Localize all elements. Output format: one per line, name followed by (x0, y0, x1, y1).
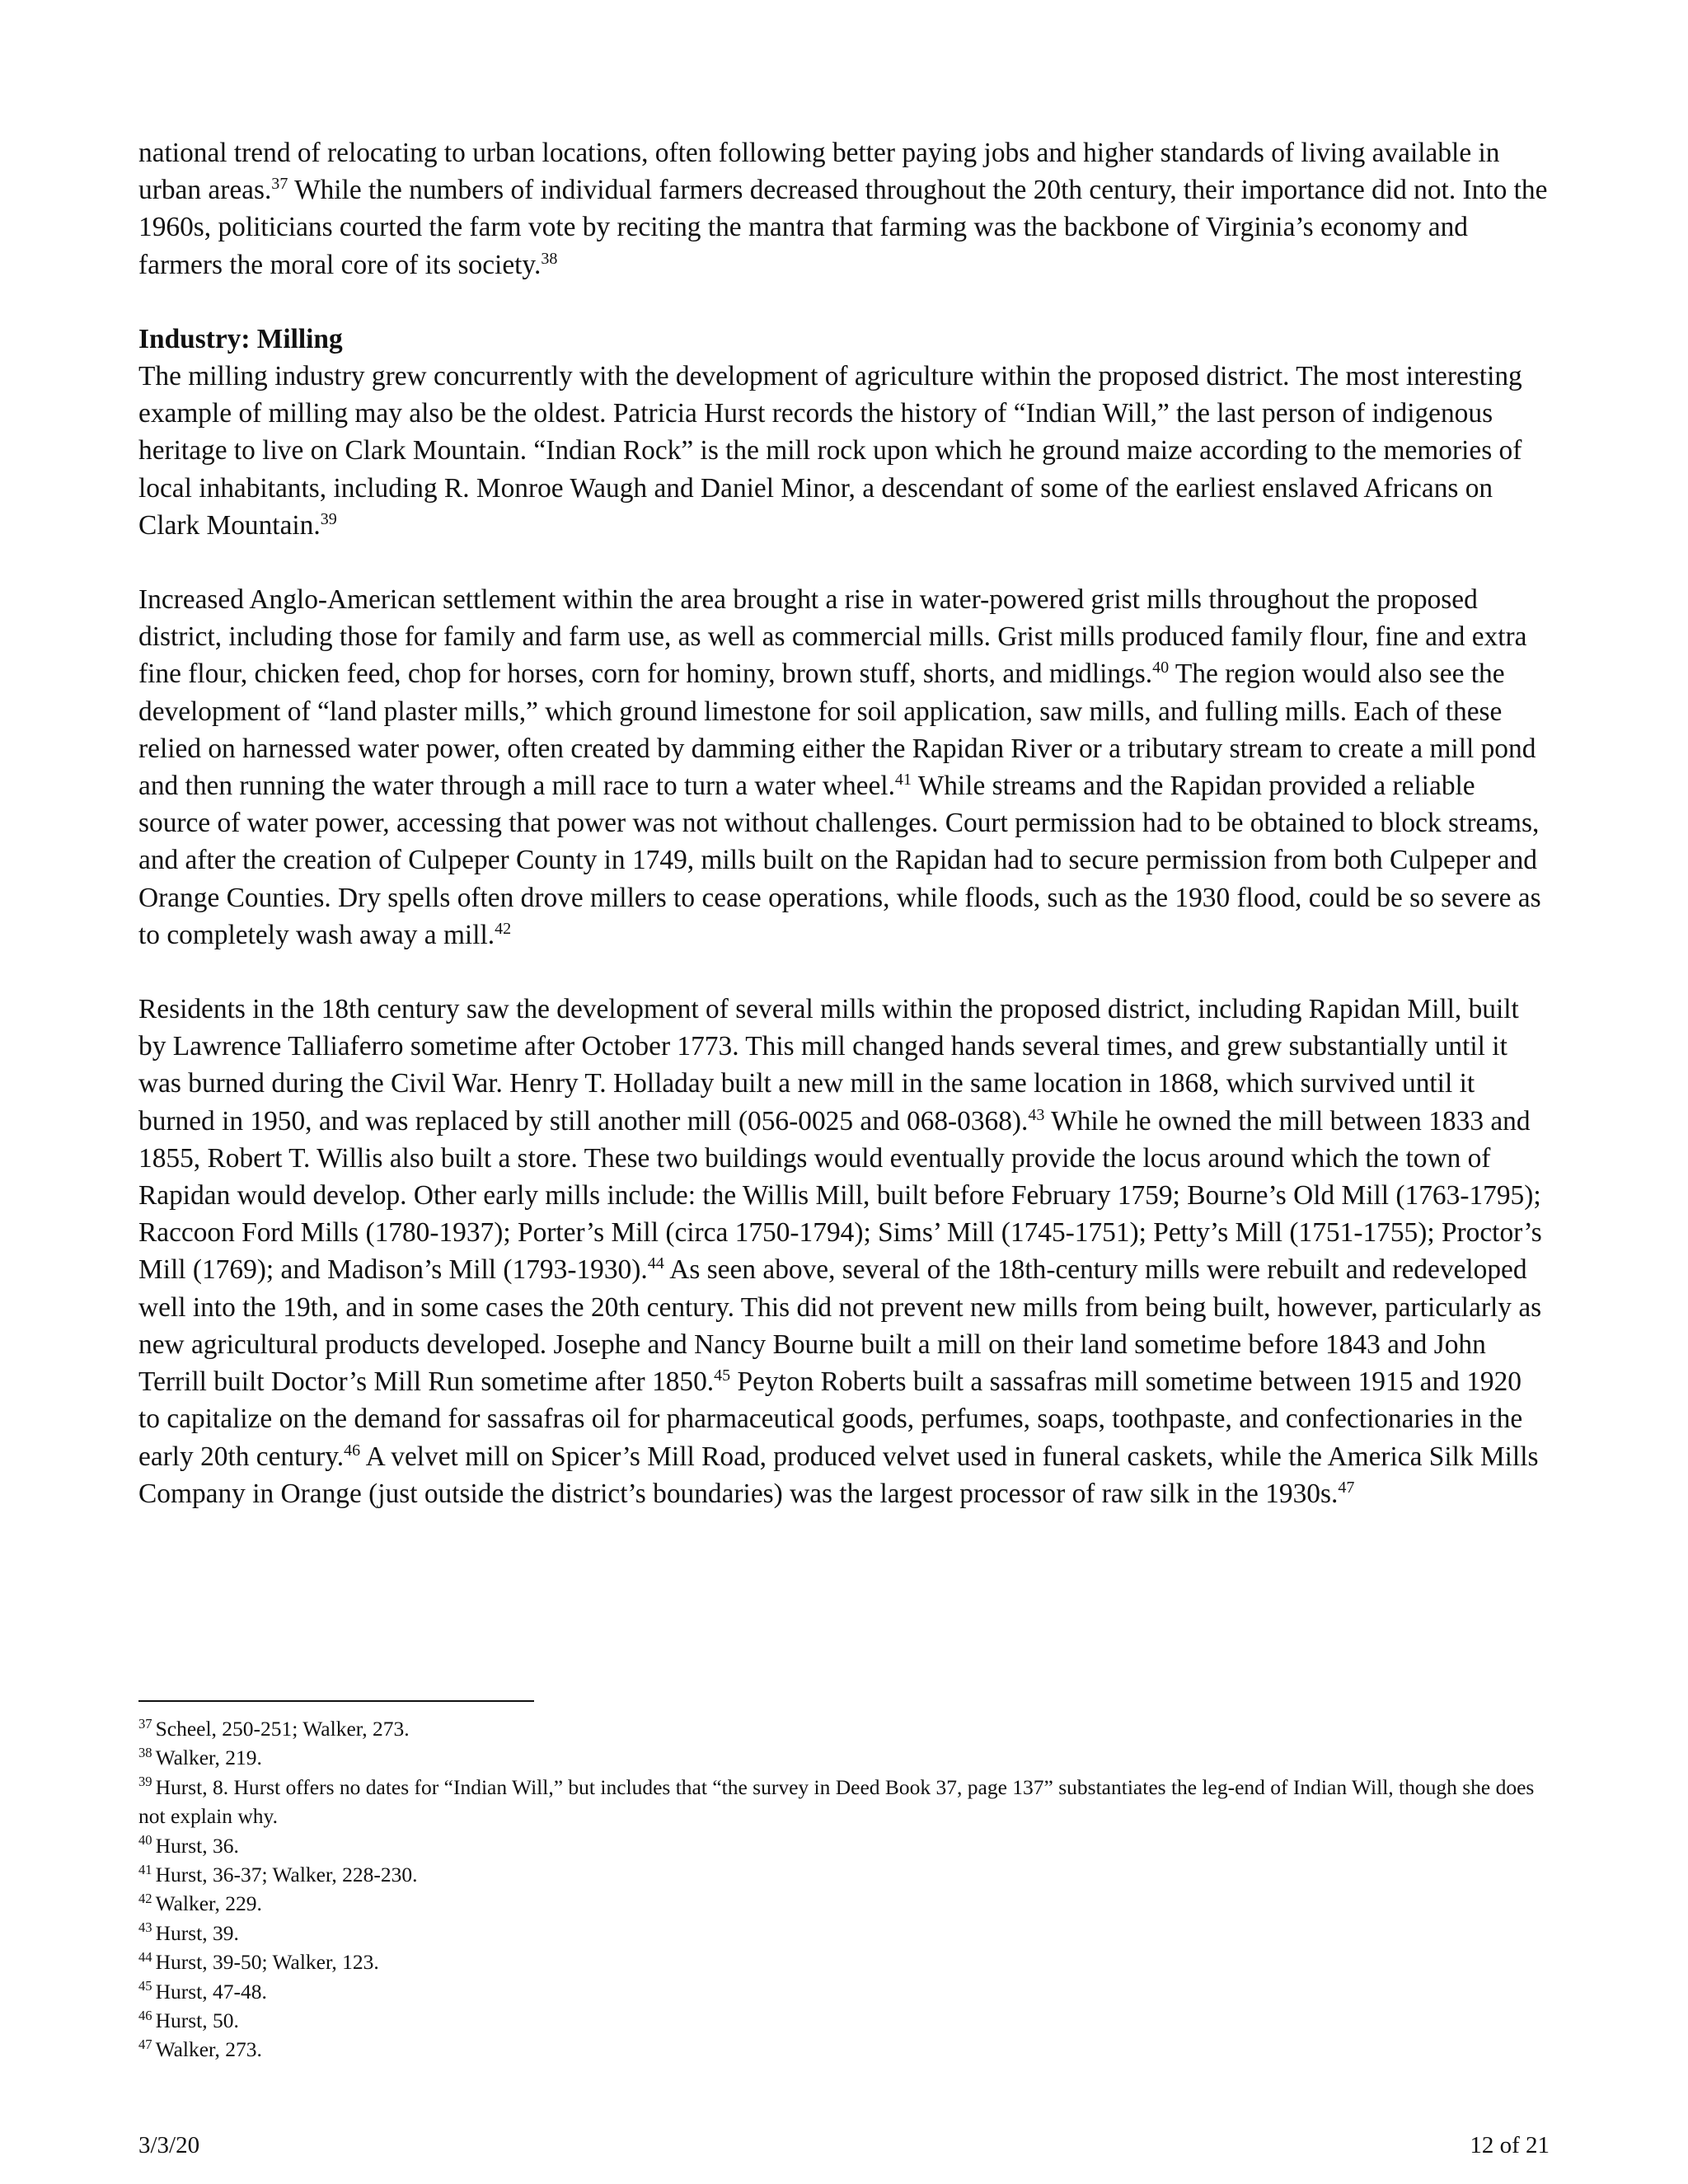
footnote-text: Hurst, 50. (155, 2008, 239, 2033)
text-run: national trend of relocating to urban locations, often following better paying jobs and higher standards of living available in urban areas. (138, 138, 1500, 206)
footnote-text: Walker, 273. (155, 2037, 262, 2062)
text-run: While he owned the mill between 1833 and 1855, Robert T. Willis also built a store. These two buildings would eventually provide the locus around which the town of Rapidan would develop. Other early mills include: the Willis Mill, built before February 1759; Bourne’s Old Mill (1763-1795); Raccoon Ford Mills (1780-1937); Porter’s Mill (circa 1750-1794); Sims’ Mill (1745-1751); Petty’s Mill (1751-1755); Proctor’s Mill (1769); and Madison’s Mill (1793-1930). (138, 1105, 1542, 1286)
footnote-number: 44 (138, 1948, 152, 1965)
footnote-text: Walker, 229. (155, 1891, 262, 1916)
footnote-ref[interactable]: 42 (495, 919, 512, 938)
footnote-number: 39 (138, 1774, 152, 1790)
footnote-ref[interactable]: 46 (344, 1441, 361, 1460)
footer-date: 3/3/20 (138, 2132, 200, 2158)
footnote-item (138, 1743, 1550, 1772)
footnote-ref[interactable]: 38 (541, 249, 558, 268)
footnote-item (138, 2035, 1550, 2064)
footnote-number: 40 (138, 1832, 152, 1849)
footnote-text: Hurst, 47-48. (155, 1979, 267, 2004)
text-run: The region would also see the development of “land plaster mills,” which ground limestone for soil application, saw mills, and fulling mills. Each of these relied on harnessed water power, often created by damming either the Rapidan River or a tributary stream to create a mill pond and then running the water through a mill race to turn a water wheel. (138, 658, 1536, 802)
footnote-ref[interactable]: 45 (714, 1366, 731, 1385)
page-number: 12 of 21 (1470, 2132, 1550, 2158)
footnote-text: Walker, 219. (155, 1746, 262, 1770)
text-run: The milling industry grew concurrently with the development of agriculture within the proposed district. The most interesting example of milling may also be the oldest. Patricia Hurst records the history of “Indian Will,” the last person of indigenous heritage to live on Clark Mountain. “Indian Rock” is the mill rock upon which he ground maize according to the memories of local inhabitants, including R. Monroe Waugh and Daniel Minor, a descendant of some of the earliest enslaved Africans on Clark Mountain. (138, 361, 1522, 541)
footnote-item (138, 1919, 1550, 1947)
text-run: While the numbers of individual farmers decreased throughout the 20th century, their importance did not. Into the 1960s, politicians courted the farm vote by reciting the mantra that farming was the backbone of Virginia’s economy and farmers the moral core of its society. (138, 175, 1548, 280)
text-run: Peyton Roberts built a sassafras mill sometime between 1915 and 1920 to capitalize on the demand for sassafras oil for pharmaceutical goods, perfumes, soaps, toothpaste, and confectionaries in the early 20th century. (138, 1366, 1523, 1472)
footnote-item (138, 1831, 1550, 1860)
footnote-item (138, 1860, 1550, 1889)
footnote-text: Scheel, 250-251; Walker, 273. (155, 1717, 410, 1741)
paragraph-18th-century-mills (138, 991, 1550, 1512)
footnote-number: 47 (138, 2036, 152, 2052)
footnote-ref[interactable]: 37 (271, 175, 288, 194)
footnote-number: 45 (138, 1978, 152, 1994)
text-run: While streams and the Rapidan provided a reliable source of water power, accessing that power was not without challenges. Court permission had to be obtained to block streams, and after the creation of Culpeper County in 1749, mills built on the Rapidan had to secure permission from both Culpeper and Orange Counties. Dry spells often drove millers to cease operations, while floods, such as the 1930 flood, could be so severe as to completely wash away a mill. (138, 771, 1541, 950)
text-run: A velvet mill on Spicer’s Mill Road, produced velvet used in funeral caskets, while the America Silk Mills Company in Orange (just outside the district’s boundaries) was the largest processor of raw silk in the 1930s. (138, 1441, 1539, 1509)
footnote-number: 41 (138, 1861, 152, 1877)
section-heading: Industry: Milling (138, 323, 343, 354)
paragraph-milling-intro (138, 358, 1550, 544)
footnote-ref[interactable]: 47 (1338, 1478, 1355, 1497)
paragraph-farming-trend (138, 134, 1550, 284)
text-run: As seen above, several of the 18th-century mills were rebuilt and redeveloped well into the 19th, and in some cases the 20th century. This did not prevent new mills from being built, however, particularly as new agricultural products developed. Josephe and Nancy Bourne built a mill on their land sometime before 1843 and John Terrill built Doctor’s Mill Run sometime after 1850. (138, 1254, 1542, 1398)
body-content (138, 134, 1550, 1549)
footnote-number: 46 (138, 2007, 152, 2023)
footnote-item (138, 1773, 1550, 1831)
footnote-number: 38 (138, 1744, 152, 1760)
footnotes (138, 1714, 1550, 2064)
footnote-text: Hurst, 39. (155, 1920, 239, 1945)
footnote-number: 37 (138, 1715, 152, 1732)
text-run: Increased Anglo-American settlement within the area brought a rise in water-powered grist mills throughout the proposed district, including those for family and farm use, as well as commercial mills. Grist mills produced family flour, fine and extra fine flour, chicken feed, chop for horses, corn for hominy, brown stuff, shorts, and midlings. (138, 584, 1527, 690)
footnote-number: 43 (138, 1919, 152, 1936)
footnote-item (138, 1889, 1550, 1918)
text-run: Residents in the 18th century saw the development of several mills within the proposed district, including Rapidan Mill, built by Lawrence Talliaferro sometime after October 1773. This mill changed hands several times, and grew substantially until it was burned during the Civil War. Henry T. Holladay built a new mill in the same location in 1868, which survived until it burned in 1950, and was replaced by still another mill (056-0025 and 068-0368). (138, 994, 1519, 1137)
footnote-number: 42 (138, 1890, 152, 1906)
footnote-text: Hurst, 36. (155, 1833, 239, 1858)
footnote-text: Hurst, 36-37; Walker, 228-230. (155, 1863, 418, 1887)
footnote-divider (138, 1700, 534, 1702)
footnote-ref[interactable]: 41 (894, 770, 912, 789)
footnote-item (138, 1714, 1550, 1743)
footnote-text: Hurst, 39-50; Walker, 123. (155, 1950, 379, 1975)
footnote-ref[interactable]: 39 (320, 509, 337, 528)
paragraph-grist-mills (138, 581, 1550, 954)
footnote-item (138, 1977, 1550, 2006)
footnote-text: Hurst, 8. Hurst offers no dates for “Indian Will,” but includes that “the survey in Deed Book 37, page 137” substantiates the leg-end of Indian Will, though she does not explain why. (138, 1774, 1535, 1829)
footnote-ref[interactable]: 40 (1152, 658, 1170, 677)
footnote-ref[interactable]: 43 (1028, 1105, 1045, 1124)
footnote-ref[interactable]: 44 (647, 1254, 664, 1273)
footnote-item (138, 1947, 1550, 1976)
footnote-item (138, 2006, 1550, 2035)
